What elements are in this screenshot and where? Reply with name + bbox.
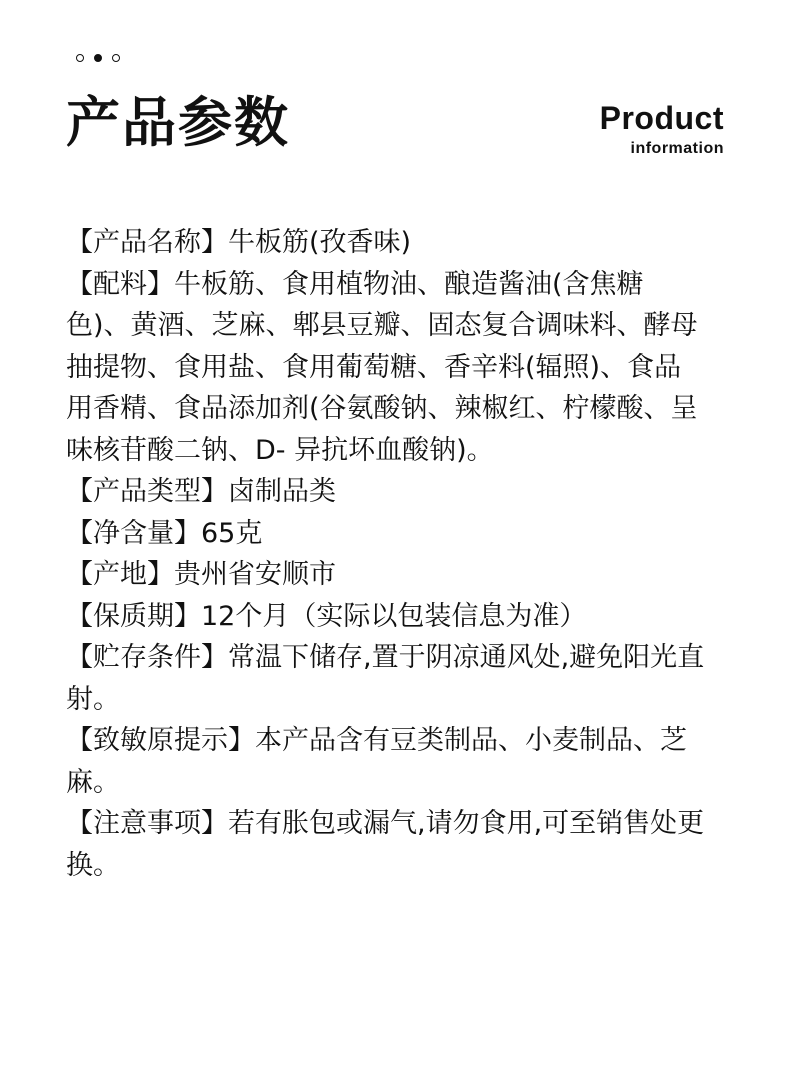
dot-indicator-active: [94, 54, 102, 62]
param-key: 【 净含量 】: [66, 518, 201, 549]
english-title-sub: information: [630, 140, 724, 157]
param-notice: [66, 803, 706, 886]
param-product-name: [66, 222, 706, 264]
dot-indicator: [112, 54, 120, 62]
param-key: 【 注意事项 】: [66, 808, 228, 839]
param-product-type: [66, 471, 706, 513]
param-value: 牛板筋、食用植物油、酿造酱油(含焦糖色)、黄酒、芝麻、郫县豆瓣、固态复合调味料、酵母抽提物、食用盐、食用葡萄糖、香辛料(辐照)、食品用香精、食品添加剂(谷氨酸钠、辣椒红、柠檬酸、呈味核苷酸二钠、D- 异抗坏血酸钠)。: [66, 268, 698, 466]
param-shelf-life: [66, 596, 706, 638]
param-key: 【 致敏原提示 】: [66, 725, 255, 756]
param-value: 12个月（实际以包装信息为准）: [201, 600, 587, 632]
param-allergen: [66, 720, 706, 803]
param-net-content: [66, 513, 706, 555]
english-title-main: Product: [599, 100, 724, 136]
param-key: 【 贮存条件 】: [66, 642, 228, 673]
param-key: 【 配料 】: [66, 269, 174, 300]
param-key: 【 产品名称 】: [66, 227, 228, 258]
param-value: 本产品含有豆类制品、小麦制品、芝麻。: [66, 725, 687, 798]
english-title: [600, 102, 724, 158]
param-value: 贵州省安顺市: [174, 559, 336, 590]
page-title: 产品参数: [66, 91, 290, 154]
param-storage: [66, 637, 706, 720]
product-parameter-list: [66, 222, 706, 886]
param-value: 若有胀包或漏气,请勿食用,可至销售处更换。: [66, 808, 705, 881]
param-value: 常温下储存,置于阴凉通风处,避免阳光直射。: [66, 642, 705, 715]
param-value: 卤制品类: [228, 476, 336, 507]
dot-indicator: [76, 54, 84, 62]
param-key: 【 产品类型 】: [66, 476, 228, 507]
param-value: 65克: [201, 517, 263, 549]
param-value: 牛板筋(孜香味): [228, 227, 412, 258]
param-ingredients: [66, 264, 706, 472]
pagination-dots: [76, 54, 120, 62]
param-key: 【 保质期 】: [66, 601, 201, 632]
param-key: 【 产地 】: [66, 559, 174, 590]
param-origin: [66, 554, 706, 596]
